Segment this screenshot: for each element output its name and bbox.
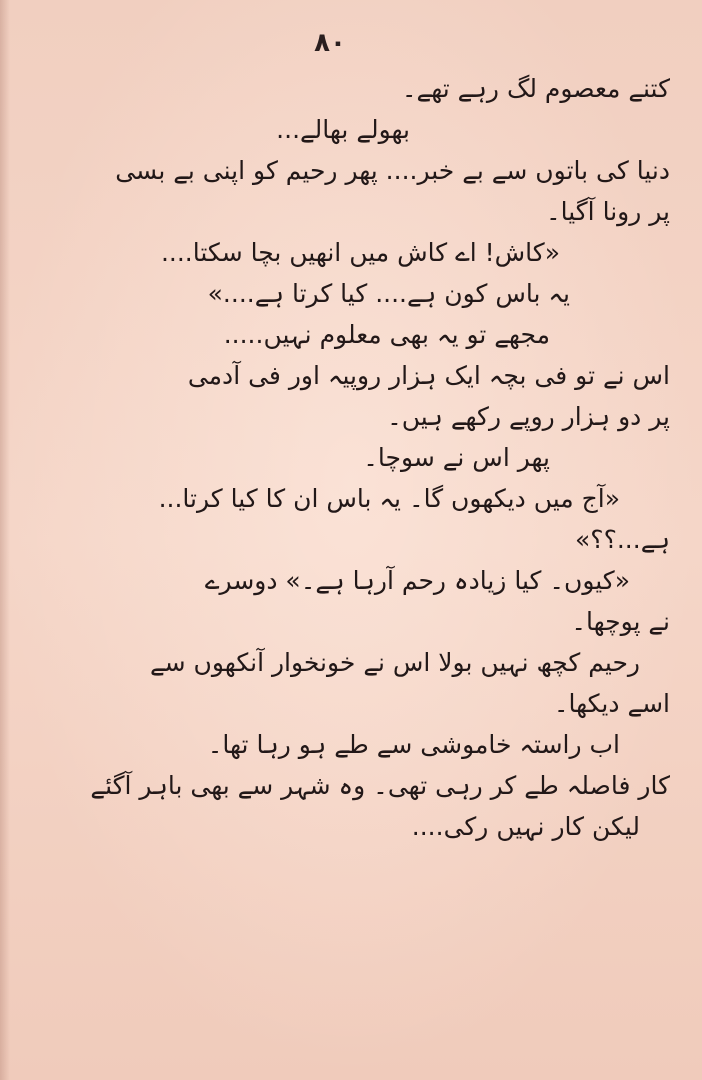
text-line: لیکن کار نہیں رکی.... [411, 812, 640, 841]
text-line: اب راستہ خاموشی سے طے ہو رہا تھا۔ [207, 730, 620, 759]
urdu-text-body [30, 68, 670, 847]
text-line: پھر اس نے سوچا۔ [363, 443, 550, 472]
text-line: «کاش! اے کاش میں انھیں بچا سکتا.... [160, 238, 560, 267]
text-line: پر دو ہزار روپے رکھے ہیں۔ [387, 402, 670, 431]
text-line: نے پوچھا۔ [571, 607, 670, 636]
text-line: کتنے معصوم لگ رہے تھے۔ [401, 74, 670, 103]
text-line: یہ باس کون ہے.... کیا کرتا ہے....» [207, 279, 570, 308]
text-line: مجھے تو یہ بھی معلوم نہیں..... [223, 320, 550, 349]
text-line: «کیوں۔ کیا زیادہ رحم آرہا ہے۔» دوسرے [204, 566, 630, 595]
text-line: اس نے تو فی بچہ ایک ہزار روپیہ اور فی آدمی [187, 361, 670, 390]
text-line: اسے دیکھا۔ [553, 689, 670, 718]
text-line: دنیا کی باتوں سے بے خبر.... پھر رحیم کو اپنی بے بسی [115, 156, 670, 185]
text-line: «آج میں دیکھوں گا۔ یہ باس ان کا کیا کرتا... [158, 484, 620, 513]
text-line: ہے...؟؟» [575, 525, 670, 554]
page-edge-shadow [0, 0, 10, 1080]
text-line: کار فاصلہ طے کر رہی تھی۔ وہ شہر سے بھی باہر آگئے [90, 771, 670, 800]
text-line: بھولے بھالے... [276, 115, 410, 144]
page-number: ۸۰ [314, 28, 346, 58]
text-line: رحیم کچھ نہیں بولا اس نے خونخوار آنکھوں سے [149, 648, 640, 677]
text-line: پر رونا آگیا۔ [545, 197, 670, 226]
